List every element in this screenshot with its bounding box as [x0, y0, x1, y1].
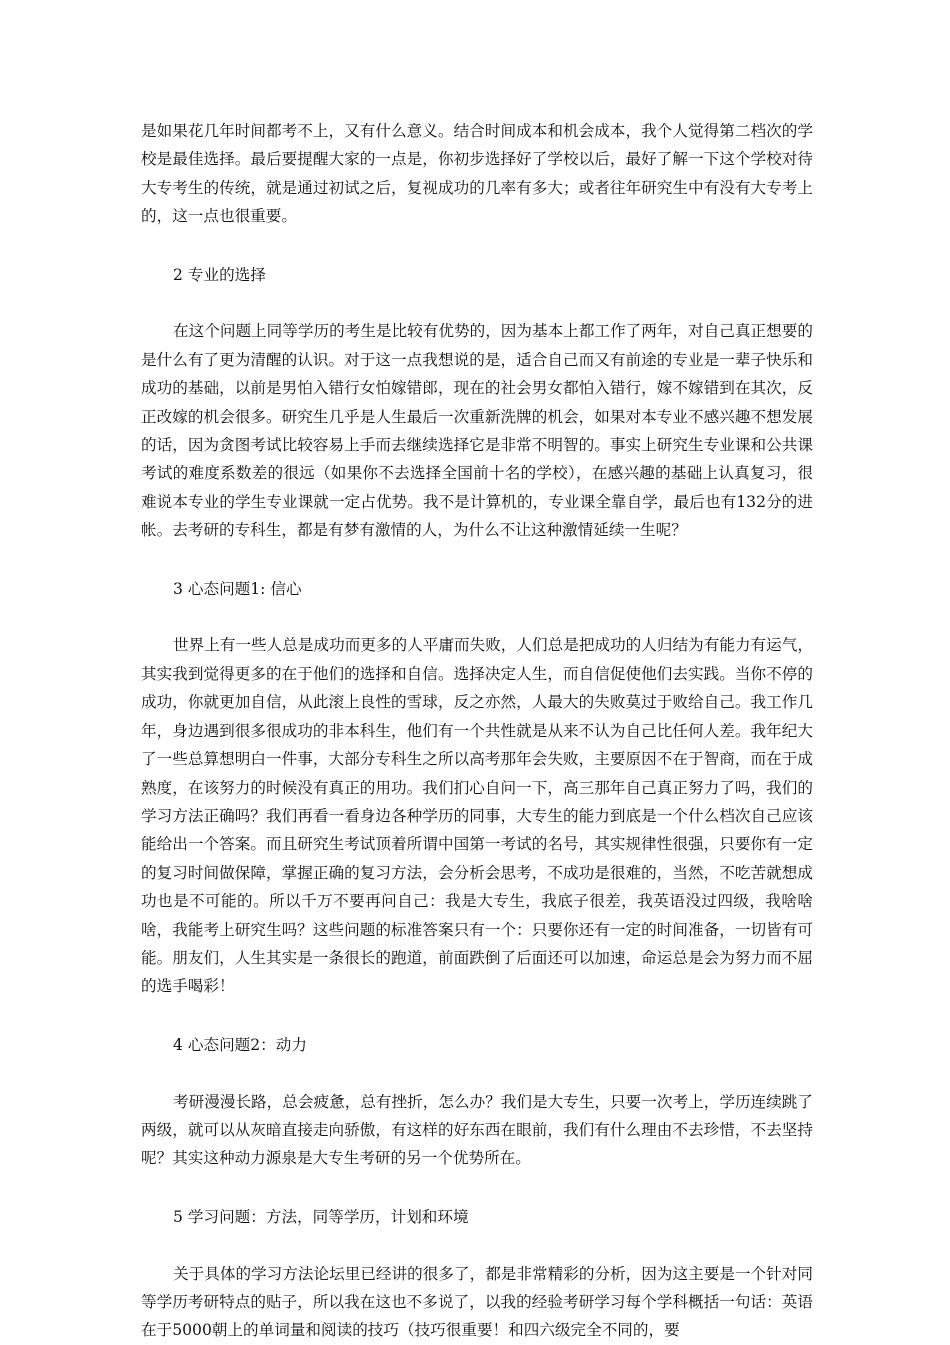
spacer: [141, 1173, 813, 1203]
spacer: [141, 1001, 813, 1031]
section-body-2: 在这个问题上同等学历的考生是比较有优势的，因为基本上都工作了两年，对自己真正想要的是什么有了更为清醒的认识。对于这一点我想说的是，适合自己而又有前途的专业是一辈子快乐和成功的基础，以前是男怕入错行女怕嫁错郎，现在的社会男女都怕入错行，嫁不嫁错到在其次，反正改嫁的机会很多。研究生几乎是人生最后一次重新洗牌的机会，如果对本专业不感兴趣不想发展的话，因为贪图考试比较容易上手而去继续选择它是非常不明智的。事实上研究生专业课和公共课考试的难度系数差的很远（如果你不去选择全国前十名的学校），在感兴趣的基础上认真复习，很难说本专业的学生专业课就一定占优势。我不是计算机的，专业课全靠自学，最后也有132分的进帐。去考研的专科生，都是有梦有激情的人，为什么不让这种激情延续一生呢？: [141, 322, 813, 540]
section-body-3: 世界上有一些人总是成功而更多的人平庸而失败，人们总是把成功的人归结为有能力有运气，其实我到觉得更多的在于他们的选择和自信。选择决定人生，而自信促使他们去实践。当你不停的成功，你就更加自信，从此滚上良性的雪球，反之亦然，人最大的失败莫过于败给自己。我工作几年，身边遇到很多很成功的非本科生，他们有一个共性就是从来不认为自己比任何人差。我年纪大了一些总算想明白一件事，大部分专科生之所以高考那年会失败，主要原因不在于智商，而在于成熟度，在该努力的时候没有真正的用功。我们扪心自问一下，高三那年自己真正努力了吗，我们的学习方法正确吗？我们再看一看身边各种学历的同事，大专生的能力到底是一个什么档次自己应该能给出一个答案。而且研究生考试顶着所谓中国第一考试的名号，其实规律性很强，只要你有一定的复习时间做保障，掌握正确的复习方法，会分析会思考，不成功是很难的，当然，不吃苦就想成功也是不可能的。所以千万不要再问自己：我是大专生，我底子很差，我英语没过四级，我啥啥啥，我能考上研究生吗？这些问题的标准答案只有一个：只要你还有一定的时间准备，一切皆有可能。朋友们，人生其实是一条很长的跑道，前面跌倒了后面还可以加速，命运总是会为努力而不屈的选手喝彩！: [141, 636, 813, 996]
spacer: [141, 1231, 813, 1259]
spacer: [141, 289, 813, 317]
document-page: [141, 117, 813, 1345]
section-heading-3: 3 心态问题1: 信心: [173, 579, 302, 598]
section-heading-5: 5 学习问题：方法，同等学历，计划和环境: [173, 1207, 469, 1226]
spacer: [141, 231, 813, 261]
section-body-4: 考研漫漫长路，总会疲惫，总有挫折，怎么办？我们是大专生，只要一次考上，学历连续跳了两级，就可以从灰暗直接走向骄傲，有这样的好东西在眼前，我们有什么理由不去珍惜，不去坚持呢？其实这种动力源泉是大专生考研的另一个优势所在。: [141, 1092, 813, 1168]
spacer: [141, 1059, 813, 1087]
spacer: [141, 545, 813, 575]
section-body-5: 关于具体的学习方法论坛里已经讲的很多了，都是非常精彩的分析，因为这主要是一个针对同等学历考研特点的贴子，所以我在这也不多说了，以我的经验考研学习每个学科概括一句话：英语在于5000朝上的单词量和阅读的技巧（技巧很重要！和四六级完全不同的，要: [141, 1264, 813, 1340]
opening-paragraph: 是如果花几年时间都考不上，又有什么意义。结合时间成本和机会成本，我个人觉得第二档次的学校是最佳选择。最后要提醒大家的一点是，你初步选择好了学校以后，最好了解一下这个学校对待大专考生的传统，就是通过初试之后，复视成功的几率有多大；或者往年研究生中有没有大专考上的，这一点也很重要。: [141, 122, 813, 226]
spacer: [141, 603, 813, 631]
section-heading-4: 4 心态问题2：动力: [173, 1035, 307, 1054]
section-heading-2: 2 专业的选择: [173, 265, 266, 284]
